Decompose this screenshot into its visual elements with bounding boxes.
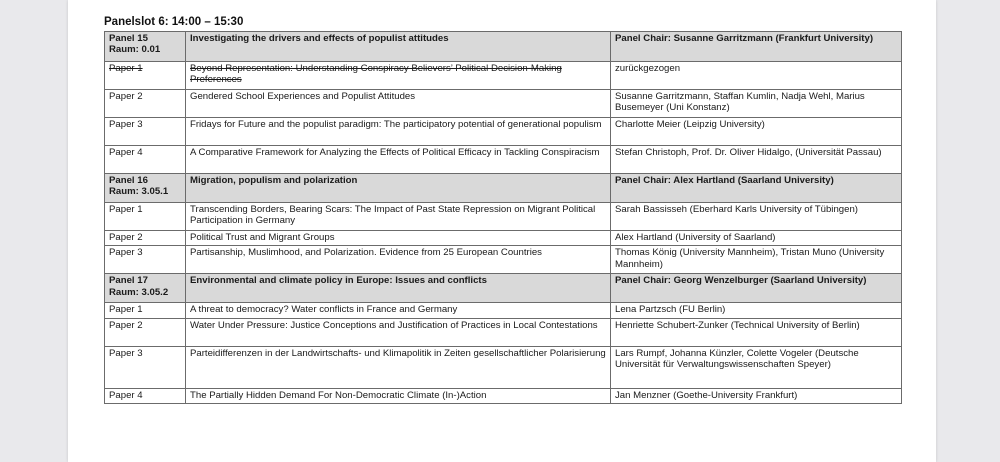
panel-number: Panel 16: [109, 175, 148, 186]
paper-authors: Jan Menzner (Goethe-University Frankfurt): [611, 388, 902, 403]
paper-authors: Lars Rumpf, Johanna Künzler, Colette Vogeler (Deutsche Universität für Verwaltungswissenschaften Speyer): [611, 346, 902, 388]
paper-row: [105, 203, 902, 231]
paper-authors: Stefan Christoph, Prof. Dr. Oliver Hidalgo, (Universität Passau): [611, 146, 902, 174]
panel-number: Panel 17: [109, 275, 148, 287]
paper-row: [105, 318, 902, 346]
paper-label: Paper 2: [105, 318, 186, 346]
paper-title: Beyond Representation: Understanding Conspiracy Believers’ Political Decision-Making Preferences: [190, 63, 562, 86]
paper-label: Paper 2: [105, 90, 186, 118]
paper-row: [105, 303, 902, 318]
paper-row: [105, 346, 902, 388]
paper-title: Parteidifferenzen in der Landwirtschafts- und Klimapolitik in Zeiten gesellschaftlicher Polarisierung: [186, 346, 611, 388]
paper-label: Paper 4: [105, 388, 186, 403]
paper-label: Paper 1: [109, 63, 143, 74]
paper-row: [105, 118, 902, 146]
panel-title: Investigating the drivers and effects of populist attitudes: [186, 32, 611, 62]
panel-id-cell: [105, 174, 186, 203]
paper-row: [105, 231, 902, 246]
panel-chair: Panel Chair: Georg Wenzelburger (Saarland University): [611, 274, 902, 303]
paper-label: Paper 2: [105, 231, 186, 246]
panel-title: Environmental and climate policy in Europe: Issues and conflicts: [186, 274, 611, 303]
paper-authors: zurückgezogen: [611, 62, 902, 90]
paper-title: A threat to democracy? Water conflicts in France and Germany: [186, 303, 611, 318]
paper-title: The Partially Hidden Demand For Non-Democratic Climate (In-)Action: [186, 388, 611, 403]
panel-room: Raum: 3.05.2: [109, 286, 169, 298]
panel-header-row: [105, 32, 902, 62]
paper-row: [105, 246, 902, 274]
paper-label: Paper 3: [105, 118, 186, 146]
paper-authors: Sarah Bassisseh (Eberhard Karls University of Tübingen): [611, 203, 902, 231]
paper-label: Paper 4: [105, 146, 186, 174]
paper-row: [105, 62, 902, 90]
paper-label: Paper 1: [105, 203, 186, 231]
panel-title: Migration, populism and polarization: [186, 174, 611, 203]
paper-authors: Thomas König (University Mannheim), Tristan Muno (University Mannheim): [611, 246, 902, 274]
panel-number: Panel 15: [109, 33, 148, 44]
paper-authors: Lena Partzsch (FU Berlin): [611, 303, 902, 318]
paper-label: Paper 3: [105, 346, 186, 388]
panel-header-row: [105, 174, 902, 203]
panel-chair: Panel Chair: Alex Hartland (Saarland University): [611, 174, 902, 203]
paper-row: [105, 388, 902, 403]
paper-title: Partisanship, Muslimhood, and Polarization. Evidence from 25 European Countries: [186, 246, 611, 274]
paper-row: [105, 90, 902, 118]
schedule-table: [104, 31, 902, 404]
panel-id-cell: [105, 274, 186, 303]
panel-chair: Panel Chair: Susanne Garritzmann (Frankfurt University): [611, 32, 902, 62]
paper-authors: Charlotte Meier (Leipzig University): [611, 118, 902, 146]
paper-authors: Susanne Garritzmann, Staffan Kumlin, Nadja Wehl, Marius Busemeyer (Uni Konstanz): [611, 90, 902, 118]
paper-title: A Comparative Framework for Analyzing the Effects of Political Efficacy in Tackling Conspiracism: [186, 146, 611, 174]
panel-room: Raum: 3.05.1: [109, 186, 169, 198]
paper-label: Paper 1: [105, 303, 186, 318]
paper-authors: Henriette Schubert-Zunker (Technical University of Berlin): [611, 318, 902, 346]
paper-title: Fridays for Future and the populist paradigm: The participatory potential of generational populism: [186, 118, 611, 146]
panel-id-cell: [105, 32, 186, 62]
paper-title: Gendered School Experiences and Populist Attitudes: [186, 90, 611, 118]
paper-title: Transcending Borders, Bearing Scars: The Impact of Past State Repression on Migrant Political Participation in Germany: [186, 203, 611, 231]
paper-title: Political Trust and Migrant Groups: [186, 231, 611, 246]
paper-authors: Alex Hartland (University of Saarland): [611, 231, 902, 246]
paper-title: Water Under Pressure: Justice Conceptions and Justification of Practices in Local Contestations: [186, 318, 611, 346]
panel-header-row: [105, 274, 902, 303]
panelslot-title: Panelslot 6: 14:00 – 15:30: [104, 16, 244, 28]
paper-label: Paper 3: [105, 246, 186, 274]
panel-room: Raum: 0.01: [109, 44, 161, 56]
paper-row: [105, 146, 902, 174]
document-page: [68, 0, 936, 462]
